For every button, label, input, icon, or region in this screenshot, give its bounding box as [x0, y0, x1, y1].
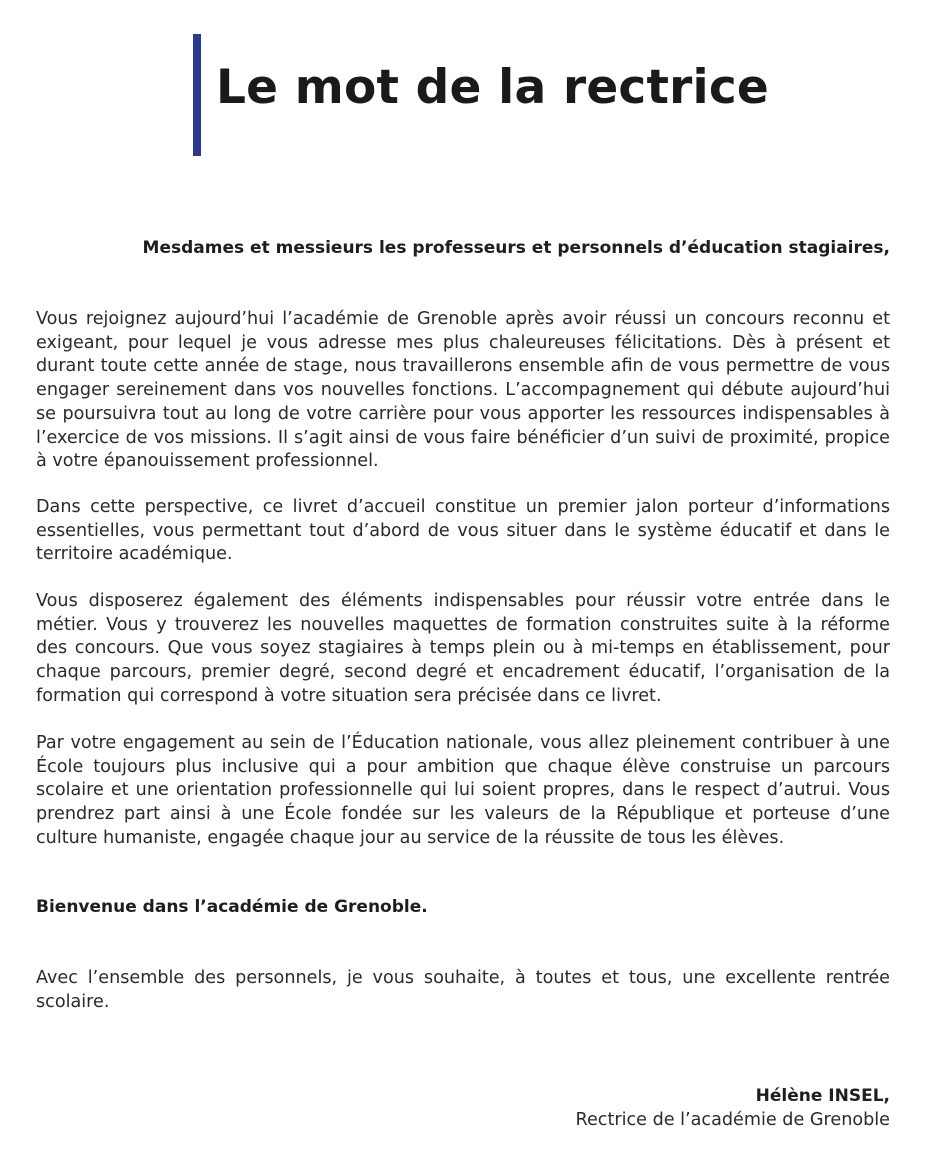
paragraph-4: Par votre engagement au sein de l’Éducation nationale, vous allez pleinement contribuer à une École toujours plus inclusive qui a pour ambition que chaque élève construise un parcours scolaire et une orientation professionnelle qui lui soient propres, dans le respect d’autrui. Vous prendrez part ainsi à une École fondée sur les valeurs de la République et porteuse d’une culture humaniste, engagée chaque jour au service de la réussite de tous les élèves.: [36, 733, 890, 848]
signature-block: [576, 1084, 890, 1132]
welcome-line: Bienvenue dans l’académie de Grenoble.: [36, 897, 428, 917]
signature-role: Rectrice de l’académie de Grenoble: [575, 1110, 890, 1130]
page-title: Le mot de la rectrice: [216, 60, 769, 115]
salutation: Mesdames et messieurs les professeurs et personnels d’éducation stagiaires,: [142, 238, 890, 258]
title-block: [193, 34, 769, 156]
closing-paragraph: Avec l’ensemble des personnels, je vous souhaite, à toutes et tous, une excellente rentrée scolaire.: [36, 968, 890, 1012]
paragraph-1: Vous rejoignez aujourd’hui l’académie de Grenoble après avoir réussi un concours reconnu et exigeant, pour lequel je vous adresse mes plus chaleureuses félicitations. Dès à présent et durant toute cette année de stage, nous travaillerons ensemble afin de vous permettre de vous engager sereinement dans vos nouvelles fonctions. L’accompagnement qui débute aujourd’hui se poursuivra tout au long de votre carrière pour vous apporter les ressources indispensables à l’exercice de vos missions. Il s’agit ainsi de vous faire bénéficier d’un suivi de proximité, propice à votre épanouissement professionnel.: [36, 309, 890, 472]
paragraph-3: Vous disposerez également des éléments indispensables pour réussir votre entrée dans le métier. Vous y trouverez les nouvelles maquettes de formation construites suite à la réforme des concours. Que vous soyez stagiaires à temps plein ou à mi-temps en établissement, pour chaque parcours, premier degré, second degré et encadrement éducatif, l’organisation de la formation qui correspond à votre situation sera précisée dans ce livret.: [36, 591, 890, 706]
paragraph-2: Dans cette perspective, ce livret d’accueil constitue un premier jalon porteur d’informations essentielles, vous permettant tout d’abord de vous situer dans le système éducatif et dans le territoire académique.: [36, 497, 890, 565]
signature-name: Hélène INSEL,: [755, 1086, 890, 1106]
